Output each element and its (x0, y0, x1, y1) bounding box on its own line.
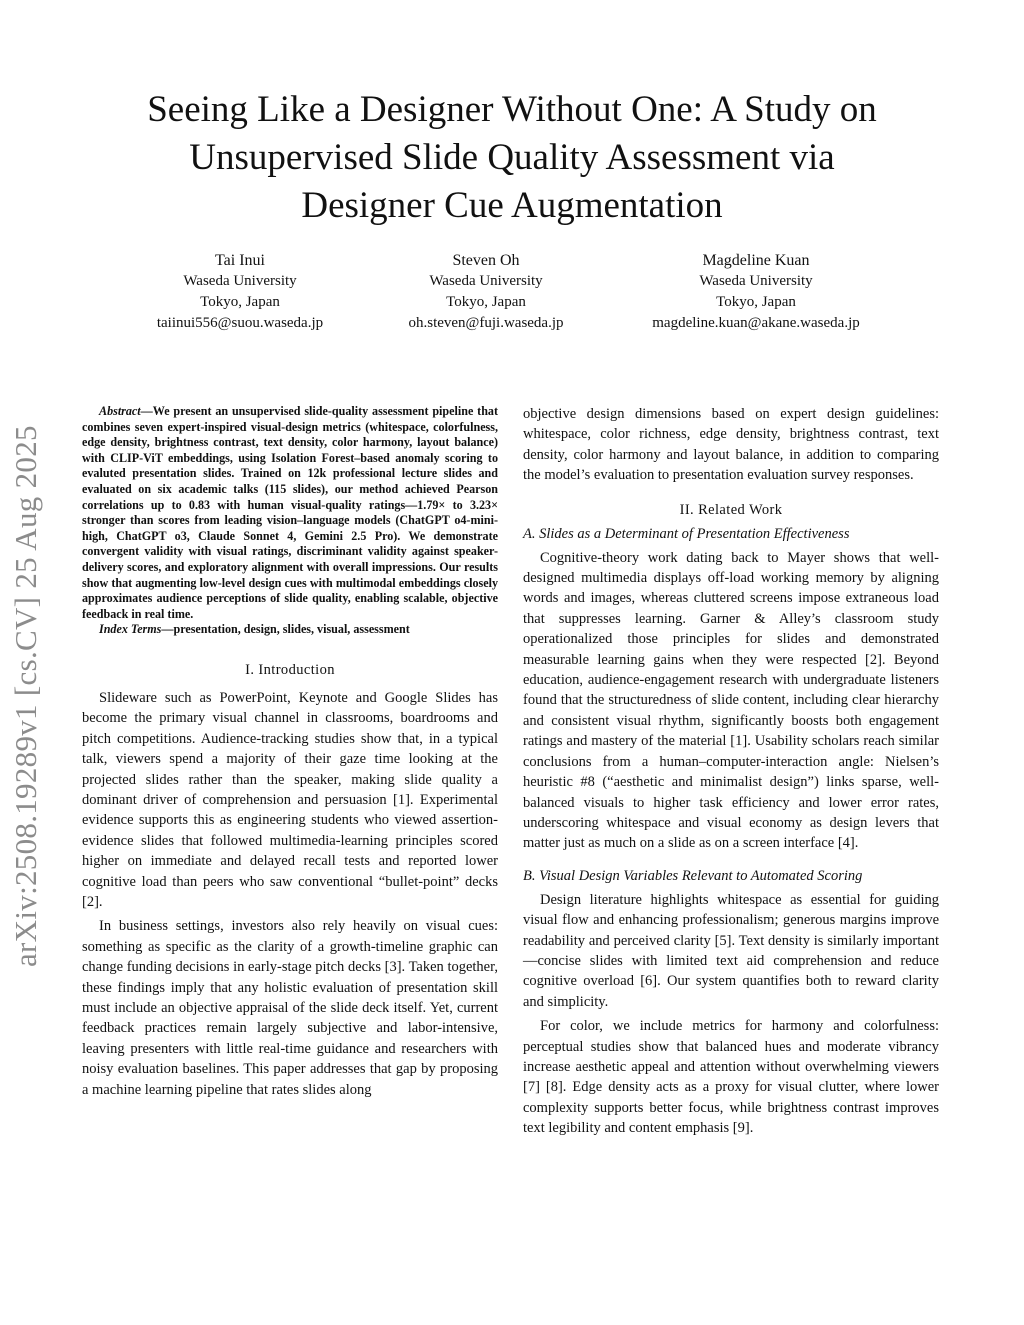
related-paragraph-a: Cognitive-theory work dating back to Mayer shows that well-designed multimedia displays off-load working memory by aligning words and images, whereas cluttered screens impose extraneous load that suppresses learning. Garner & Alley’s classroom study operationalized those principles for slides and demonstrated measurable learning gains when they were respected [2]. Beyond education, audience-engagement research with undergraduate listeners found that the structuredness of slide content, including clear hierarchy and consistent visual rhythm, significantly boosts both engagement ratings and mastery of the material [1]. Usability scholars reach similar conclusions from a human–computer-interaction angle: Nielsen’s heuristic #8 (“aesthetic and minimalist design”) links sparse, well-balanced visuals to higher task efficiency and lower error rates, underscoring whitespace and visual economy as design levers that matter just as much on a slide as on a screen interface [4]. (523, 549, 939, 852)
index-terms-label: Index Terms (99, 622, 162, 637)
author-name: Steven Oh (452, 252, 520, 269)
right-column (523, 404, 939, 1139)
subsection-heading-a: A. Slides as a Determinant of Presentation Effectiveness (523, 525, 850, 542)
author-location: Tokyo, Japan (716, 294, 796, 310)
author-location: Tokyo, Japan (200, 294, 280, 310)
paper-title (60, 86, 964, 230)
title-line-1: Seeing Like a Designer Without One: A Study on (147, 89, 877, 130)
author-name: Magdeline Kuan (702, 252, 810, 269)
section-heading-introduction: I. Introduction (245, 661, 335, 678)
section-heading-related-work: II. Related Work (679, 501, 783, 518)
intro-continuation: objective design dimensions based on expert design guidelines: whitespace, color richness, edge density, brightness contrast, text density, color harmony and layout balance, in addition to comparing the model’s evaluation to presentation evaluation survey responses. (523, 406, 939, 484)
author-affiliation: Waseda University (429, 273, 543, 289)
subsection-heading-b: B. Visual Design Variables Relevant to Automated Scoring (523, 867, 863, 884)
author-name: Tai Inui (215, 252, 265, 269)
abstract-text: —We present an unsupervised slide-quality assessment pipeline that combines seven expert-inspired visual-design metrics (whitespace, colorfulness, edge density, brightness contrast, text density, color harmony, layout balance) with CLIP-ViT embeddings, using Isolation Forest–based anomaly scoring to evaluted presentation slides. Trained on 12k professional lecture slides and evaluated on six academic talks (115 slides), our method achieved Pearson correlations up to 0.83 with human visual-quality ratings—1.79× to 3.23× stronger than scores from leading vision–language models (ChatGPT o4-mini-high, ChatGPT o3, Claude Sonnet 4, Gemini 2.5 Pro). We demonstrate convergent validity with visual ratings, discriminant validity against speaker-delivery scores, and exploratory alignment with overall impressions. Our results show that augmenting low-level design cues with multimodal embeddings closely approximates audience perceptions of slide quality, enabling scalable, objective feedback in real time. (82, 404, 498, 621)
title-line-2: Unsupervised Slide Quality Assessment via (189, 137, 835, 178)
index-terms-text: —presentation, design, slides, visual, assessment (161, 622, 410, 637)
author-2 (336, 250, 636, 334)
author-affiliation: Waseda University (699, 273, 813, 289)
author-email: taiinui556@suou.waseda.jp (156, 315, 324, 331)
arxiv-identifier: arXiv:2508.19289v1 [cs.CV] 25 Aug 2025 (8, 425, 43, 967)
author-affiliation: Waseda University (183, 273, 297, 289)
intro-paragraph-1: Slideware such as PowerPoint, Keynote and Google Slides has become the primary visual channel in classrooms, boardrooms and pitch competitions. Audience-tracking studies show that, in a typical talk, viewers spend a majority of their gaze time looking at the projected slides rather than the speaker, making slide quality a dominant driver of comprehension and persuasion [1]. Experimental evidence supports this as engineering students who viewed assertion-evidence slides that followed multimedia-learning principles scored higher on immediate and delayed recall tests and reported lower cognitive load than peers who saw conventional “bullet-point” decks [2]. (82, 689, 498, 910)
author-3 (606, 250, 906, 334)
left-column (82, 404, 498, 1100)
author-email: magdeline.kuan@akane.waseda.jp (652, 315, 860, 331)
related-paragraph-b2: For color, we include metrics for harmony and colorfulness: perceptual studies show that balanced hues and moderate vibrancy increase aesthetic appeal and attention without overwhelming viewers [7] [8]. Edge density acts as a proxy for visual clutter, where lower complexity supports better focus, while brightness contrast improves text legibility and content emphasis [9]. (523, 1018, 939, 1137)
related-paragraph-b1: Design literature highlights whitespace as essential for guiding visual flow and enhancing professionalism; generous margins improve readability and perceived clarity [5]. Text density is similarly important—concise slides with limited text aid comprehension and reduce cognitive overload [6]. Our system quantifies both to reward clarity and simplicity. (523, 891, 939, 1010)
title-line-3: Designer Cue Augmentation (301, 185, 723, 226)
intro-paragraph-2: In business settings, investors also rely heavily on visual cues: something as specific as the clarity of a growth-timeline graphic can change funding decisions in early-stage pitch decks [3]. Taken together, these findings imply that any holistic evaluation of presentation skill must include an objective appraisal of the slide deck itself. Yet, current feedback practices remain largely subjective and labor-intensive, leaving presenters with little real-time guidance and researchers with noisy evaluation baselines. This paper addresses that gap by proposing a machine learning pipeline that rates slides along (82, 918, 498, 1098)
abstract (82, 404, 498, 622)
author-location: Tokyo, Japan (446, 294, 526, 310)
index-terms (82, 622, 498, 638)
author-email: oh.steven@fuji.waseda.jp (408, 315, 564, 331)
abstract-label: Abstract (99, 404, 141, 418)
